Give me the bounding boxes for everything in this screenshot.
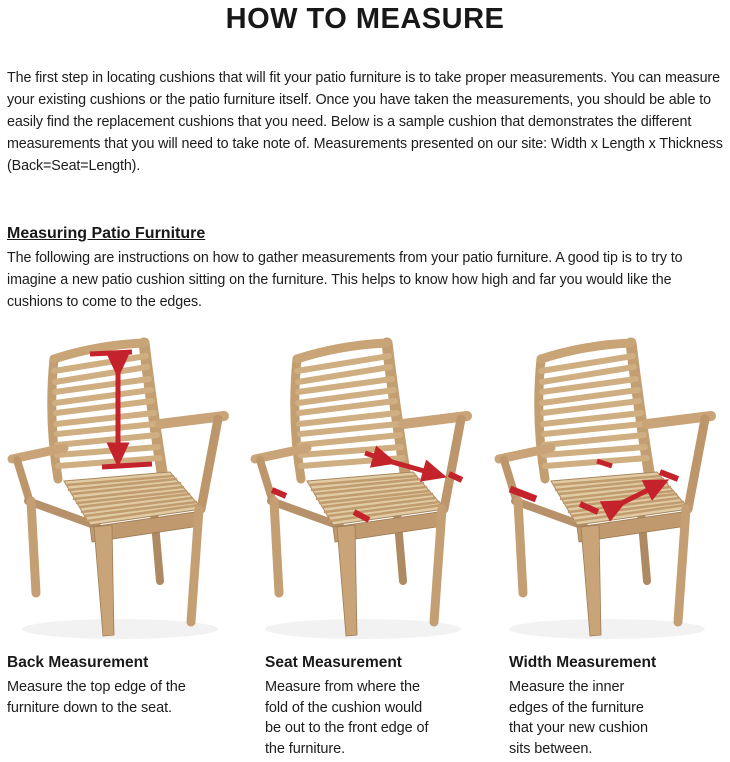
intro-paragraph: The first step in locating cushions that will fit your patio furniture is to take proper measurements. You can measure your existing cushions or the patio furniture itself. Once you have taken the measurements, you should be able to easily find the replacement cushions that you need. Below is a sample cushion that demonstrates the different measurements that you will need to take note of. Measurements presented on our site: Width x Length x Thickness (Back=Seat=Length). <box>7 70 723 174</box>
caption-body: Measure the inner edges of the furniture that your new cushion sits between. <box>509 679 648 757</box>
caption-title: Back Measurement <box>7 654 149 671</box>
caption-width-measurement <box>487 654 730 759</box>
teak-armchair-width-measurement-illustration <box>489 329 729 651</box>
caption-title: Seat Measurement <box>265 654 402 671</box>
caption-row <box>0 654 730 759</box>
figure-width-measurement <box>487 329 730 651</box>
caption-title: Width Measurement <box>509 654 657 671</box>
caption-back-measurement <box>0 654 243 759</box>
page-title: HOW TO MEASURE <box>225 3 505 35</box>
section-paragraph: The following are instructions on how to gather measurements from your patio furniture. A good tip is to try to imagine a new patio cushion sitting on the furniture. This helps to know how high and far you would like the cushions to come to the edges. <box>7 250 683 310</box>
figure-seat-measurement <box>243 329 487 651</box>
armchair-graphic <box>499 343 711 639</box>
section-heading: Measuring Patio Furniture <box>7 225 206 242</box>
armchair-graphic <box>255 343 467 639</box>
caption-seat-measurement <box>243 654 487 759</box>
teak-armchair-seat-measurement-illustration <box>245 329 485 651</box>
figure-row <box>0 329 730 651</box>
caption-body: Measure from where the fold of the cushion would be out to the front edge of the furniture. <box>265 679 429 757</box>
figure-back-measurement <box>0 329 243 651</box>
caption-body: Measure the top edge of the furniture down to the seat. <box>7 679 186 716</box>
teak-armchair-back-measurement-illustration <box>2 329 242 651</box>
